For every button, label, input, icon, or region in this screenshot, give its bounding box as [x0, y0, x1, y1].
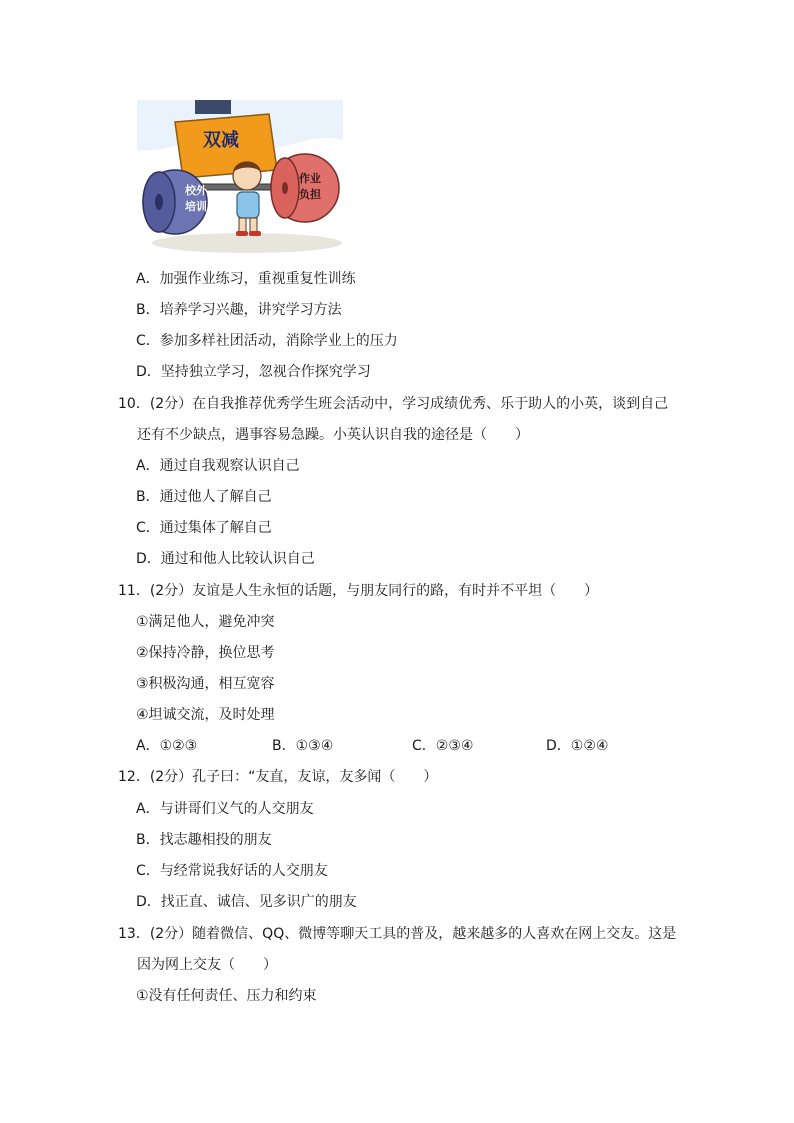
- q11-item-3: ③积极沟通，相互宽容: [136, 676, 275, 692]
- right-weight-label-1: 作业: [299, 172, 321, 185]
- q10-stem-line2: 还有不少缺点，遇事容易急躁。小英认识自我的途径是（ ）: [137, 427, 529, 443]
- q9-option-a[interactable]: A．加强作业练习，重视重复性训练: [136, 271, 356, 287]
- q12-stem: 12．(2分）孔子曰：“友直，友谅，友多闻（ ）: [118, 769, 438, 785]
- q11-stem: 11．(2分）友谊是人生永恒的话题，与朋友同行的路，有时并不平坦（ ）: [118, 583, 599, 599]
- q9-option-c[interactable]: C．参加多样社团活动，消除学业上的压力: [136, 333, 398, 349]
- double-reduction-illustration: [137, 100, 343, 256]
- q13-stem-line2: 因为网上交友（ ）: [137, 957, 277, 973]
- q12-option-b[interactable]: B．找志趣相投的朋友: [136, 832, 272, 848]
- q13-stem-line1: 13．(2分）随着微信、QQ、微博等聊天工具的普及，越来越多的人喜欢在网上交友。这是: [118, 926, 677, 942]
- q12-option-d[interactable]: D．找正直、诚信、见多识广的朋友: [136, 894, 357, 910]
- banner-text: 双减: [203, 130, 239, 151]
- q11-option-a[interactable]: A．①②③: [136, 738, 198, 754]
- q10-option-c[interactable]: C．通过集体了解自己: [136, 520, 272, 536]
- q11-item-1: ①满足他人，避免冲突: [136, 614, 275, 630]
- q13-item-1: ①没有任何责任、压力和约束: [136, 988, 317, 1004]
- q12-option-a[interactable]: A．与讲哥们义气的人交朋友: [136, 801, 314, 817]
- q11-item-2: ②保持冷静，换位思考: [136, 645, 275, 661]
- q9-option-b[interactable]: B．培养学习兴趣，讲究学习方法: [136, 302, 342, 318]
- q11-option-d[interactable]: D．①②④: [546, 738, 609, 754]
- q10-stem-line1: 10．(2分）在自我推荐优秀学生班会活动中，学习成绩优秀、乐于助人的小英，谈到自己: [118, 396, 669, 412]
- q10-option-b[interactable]: B．通过他人了解自己: [136, 489, 272, 505]
- q9-option-d[interactable]: D．坚持独立学习，忽视合作探究学习: [136, 364, 371, 380]
- q11-options-row: [136, 736, 656, 756]
- q11-option-b[interactable]: B．①③④: [272, 738, 334, 754]
- q10-option-d[interactable]: D．通过和他人比较认识自己: [136, 551, 315, 567]
- left-weight-label-2: 培训: [185, 200, 207, 213]
- q10-option-a[interactable]: A．通过自我观察认识自己: [136, 458, 300, 474]
- q11-option-c[interactable]: C．②③④: [412, 738, 474, 754]
- q11-item-4: ④坦诚交流，及时处理: [136, 707, 275, 723]
- q12-option-c[interactable]: C．与经常说我好话的人交朋友: [136, 863, 328, 879]
- left-weight-label-1: 校外: [185, 184, 207, 197]
- right-weight-label-2: 负担: [299, 188, 321, 201]
